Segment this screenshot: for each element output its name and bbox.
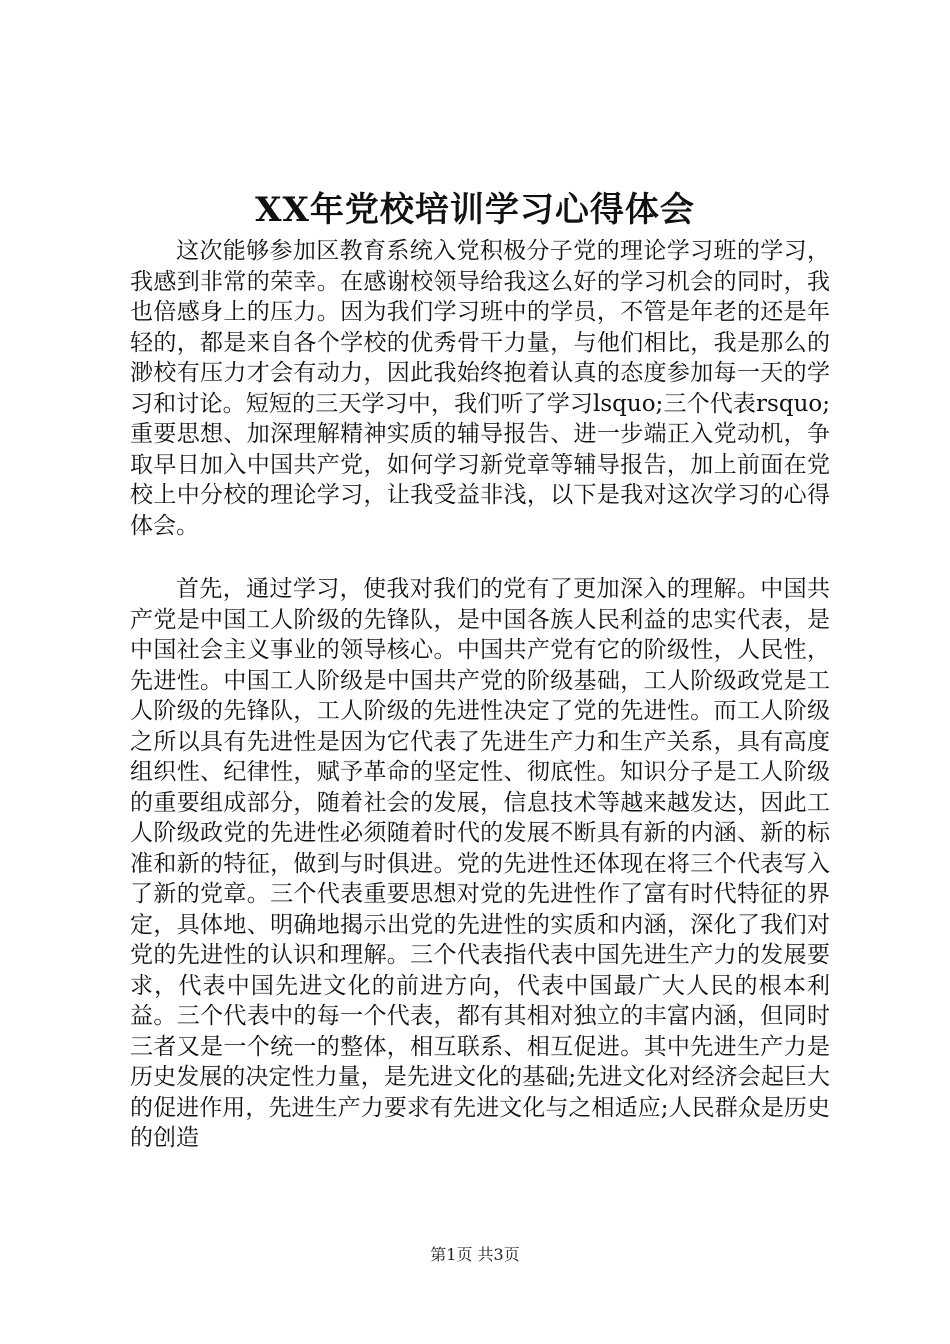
paragraph-1: 这次能够参加区教育系统入党积极分子党的理论学习班的学习，我感到非常的荣幸。在感谢校领导给我这么好的学习机会的同时，我也倍感身上的压力。因为我们学习班中的学员，不管是年老的还是年轻的，都是来自各个学校的优秀骨干力量，与他们相比，我是那么的渺校有压力才会有动力，因此我始终抱着认真的态度参加每一天的学习和讨论。短短的三天学习中，我们听了学习lsquo;三个代表rsquo;重要思想、加深理解精神实质的辅导报告、进一步端正入党动机，争取早日加入中国共产党，如何学习新党章等辅导报告，加上前面在党校上中分校的理论学习，让我受益非浅，以下是我对这次学习的心得体会。 [130,238,830,539]
document-body [130,236,830,1154]
document-title: XX年党校培训学习心得体会 [255,190,695,230]
paragraph-2: 首先，通过学习，使我对我们的党有了更加深入的理解。中国共产党是中国工人阶级的先锋队，是中国各族人民利益的忠实代表，是中国社会主义事业的领导核心。中国共产党有它的阶级性，人民性，先进性。中国工人阶级是中国共产党的阶级基础，工人阶级政党是工人阶级的先锋队，工人阶级的先进性决定了党的先进性。而工人阶级之所以具有先进性是因为它代表了先进生产力和生产关系，具有高度组织性、纪律性，赋予革命的坚定性、彻底性。知识分子是工人阶级的重要组成部分，随着社会的发展，信息技术等越来越发达，因此工人阶级政党的先进性必须随着时代的发展不断具有新的内涵、新的标准和新的特征，做到与时俱进。党的先进性还体现在将三个代表写入了新的党章。三个代表重要思想对党的先进性作了富有时代特征的界定，具体地、明确地揭示出党的先进性的实质和内涵，深化了我们对党的先进性的认识和理解。三个代表指代表中国先进生产力的发展要求，代表中国先进文化的前进方向，代表中国最广大人民的根本利益。三个代表中的每一个代表，都有其相对独立的丰富内涵，但同时三者又是一个统一的整体，相互联系、相互促进。其中先进生产力是历史发展的决定性力量，是先进文化的基础;先进文化对经济会起巨大的促进作用，先进生产力要求有先进文化与之相适应;人民群众是历史的创造 [130,576,830,1151]
page-number-footer: 第1页 共3页 [430,1245,520,1264]
paragraph-gap [130,541,830,574]
